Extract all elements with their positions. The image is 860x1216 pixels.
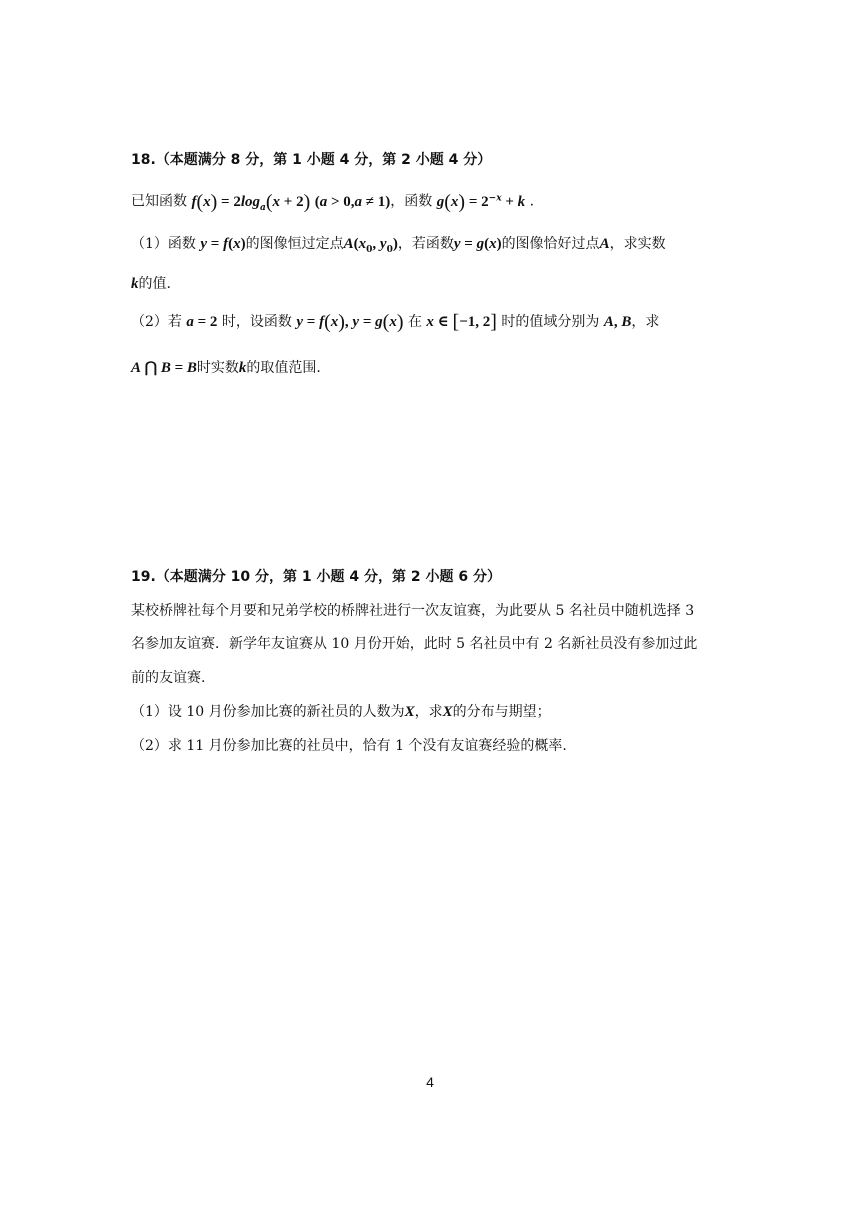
q19-line3: 前的友谊赛. <box>131 670 206 686</box>
q19-part1 <box>131 702 551 722</box>
q19-p1-text-a: （1）设 10 月份参加比赛的新社员的人数为 <box>131 704 405 720</box>
q18-part1-line1 <box>131 234 666 260</box>
q18-intro-text-c: . <box>529 193 535 210</box>
symbol-x-2: X <box>442 704 453 720</box>
q18-part1-line2 <box>131 274 171 294</box>
q18-intro <box>131 188 534 217</box>
q19-line2: 名参加友谊赛．新学年友谊赛从 10 月份开始，此时 5 名社员中有 2 名新社员没有参加过此 <box>131 636 698 652</box>
symbol-k-2: k <box>238 360 247 376</box>
q18-p1-text-e: ，求实数 <box>609 236 666 252</box>
q18-p2-text-e: ，求 <box>631 314 660 330</box>
symbol-x: X <box>404 704 415 720</box>
q18-heading: 18.（本题满分 8 分，第 1 小题 4 分，第 2 小题 4 分） <box>131 152 492 168</box>
formula-a-eq-2: a = 2 <box>186 314 218 330</box>
q18-p2-text-c: 在 <box>407 314 422 330</box>
q18-p2-text-f: 时实数 <box>196 360 239 376</box>
q19-part2: （2）求 11 月份参加比赛的社员中，恰有 1 个没有友谊赛经验的概率. <box>131 738 567 754</box>
page-number: 4 <box>426 1074 434 1090</box>
q18-p1-text-d: 的图像恰好过点 <box>501 236 600 252</box>
q18-intro-text-a: 已知函数 <box>131 193 187 210</box>
q19-line1: 某校桥牌社每个月要和兄弟学校的桥牌社进行一次友谊赛，为此要从 5 名社员中随机选择 3 <box>131 603 695 619</box>
q18-p2-text-d: 时的值域分别为 <box>501 314 600 330</box>
formula-y-g: y = g(x) <box>453 236 502 252</box>
q18-p1-text-b: 的图像恒过定点 <box>245 236 344 252</box>
q18-p1-text-f: 的值. <box>138 276 171 292</box>
symbol-k: k <box>131 276 139 292</box>
q19-p1-text-c: 的分布与期望； <box>452 704 551 720</box>
q18-intro-text-b: ，函数 <box>390 193 433 210</box>
symbol-a: A <box>599 236 610 252</box>
q19-p1-text-b: ，求 <box>414 704 443 720</box>
q18-part2-line2 <box>131 358 321 378</box>
formula-yf-yg: y = f(x), y = g(x) <box>296 311 404 333</box>
formula-g: $g(x) = 2^{-x} + k$ <box>436 190 526 213</box>
formula-y-f: y = f(x) <box>200 236 246 252</box>
q18-p2-text-g: 的取值范围. <box>246 360 321 376</box>
q18-part2-line1 <box>131 312 659 332</box>
formula-sets-ab: A, B <box>603 314 632 330</box>
q18-p2-text-a: （2）若 <box>131 314 182 330</box>
q18-p1-text-a: （1）函数 <box>131 236 196 252</box>
q18-p1-text-c: ，若函数 <box>397 236 454 252</box>
formula-interval: x ∈ [−1, 2] <box>426 311 497 333</box>
formula-f: $f(x) = 2\log_a(x + 2) (a > 0,a \ne 1)$ <box>191 190 391 213</box>
formula-point-a: $A(x_0$, $y_0$) <box>343 236 398 255</box>
q18-p2-text-b: 时，设函数 <box>221 314 292 330</box>
formula-intersection: A ⋂ B = B <box>131 360 197 376</box>
q19-heading: 19.（本题满分 10 分，第 1 小题 4 分，第 2 小题 6 分） <box>131 569 501 585</box>
